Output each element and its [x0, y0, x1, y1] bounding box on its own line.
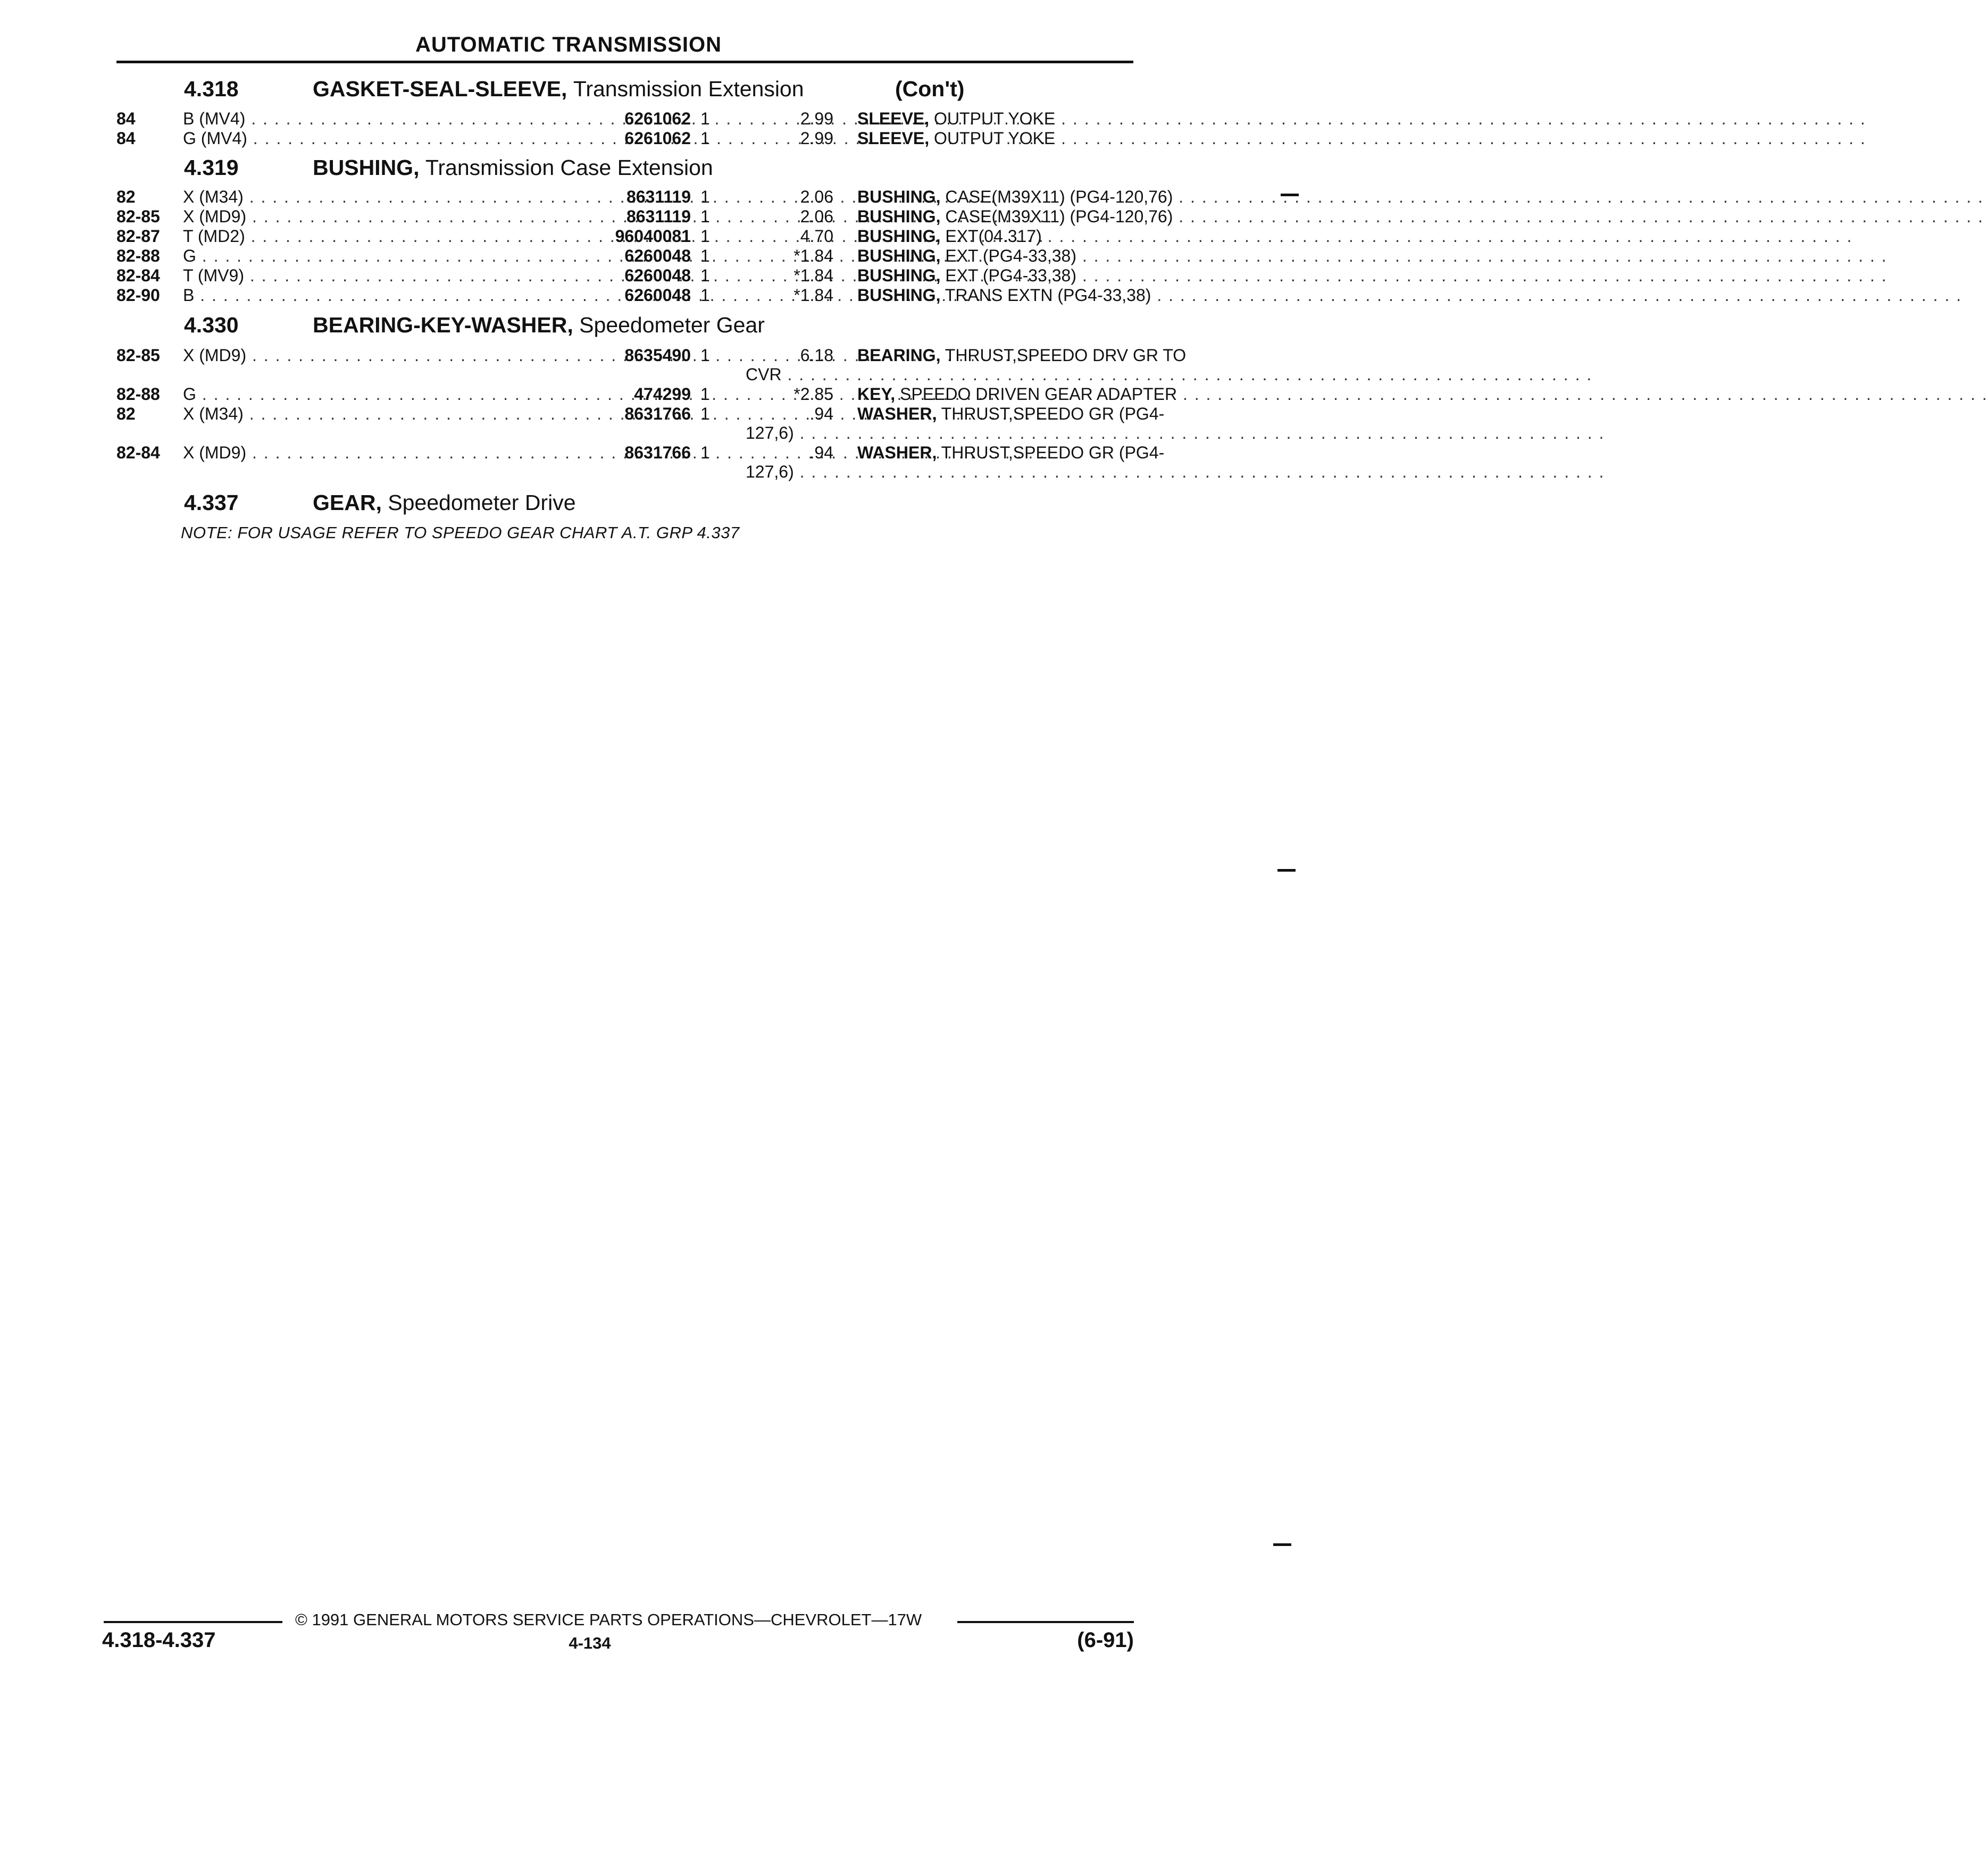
row-part-number: 8631766 — [624, 404, 691, 423]
row-description — [857, 109, 1133, 128]
table-row — [116, 443, 1165, 462]
row-quantity: 1 — [700, 286, 710, 305]
group-title-bold: GASKET-SEAL-SLEEVE, — [313, 77, 567, 101]
row-part-number: 8631766 — [624, 443, 691, 462]
row-description-text: THRUST,SPEEDO DRV GR TO — [945, 346, 1187, 365]
row-description-text: THRUST,SPEEDO GR (PG4- — [941, 404, 1165, 423]
table-row — [116, 266, 1133, 285]
row-description-keyword: KEY, — [857, 385, 896, 404]
footer-group-range: 4.318-4.337 — [102, 1628, 216, 1652]
row-description — [857, 404, 1165, 423]
group-title-rest: Speedometer Gear — [579, 313, 765, 337]
row-price: 2.06 — [800, 187, 833, 206]
row-description-keyword: BUSHING, — [857, 286, 941, 305]
row-years: 82-88 — [116, 385, 160, 404]
row-description — [857, 207, 1173, 226]
row-part-number: 8631119 — [626, 187, 691, 206]
row-description-text: SPEEDO DRIVEN GEAR ADAPTER . . . — [900, 385, 1988, 404]
row-description-text: OUTPUT YOKE . . . — [934, 129, 1866, 148]
row-description-keyword: BUSHING, — [857, 246, 941, 265]
group-title-bold: BUSHING, — [313, 155, 420, 180]
row-part-number: 8631119 — [626, 207, 691, 226]
footer-rule-left — [104, 1621, 282, 1623]
table-row — [116, 286, 1151, 305]
margin-mark — [1281, 194, 1299, 196]
row-price: 6.18 — [800, 346, 833, 365]
row-years: 82 — [116, 404, 136, 423]
row-years: 84 — [116, 129, 136, 148]
row-years: 84 — [116, 109, 136, 128]
group-title — [313, 77, 804, 102]
margin-mark — [1273, 1543, 1291, 1546]
row-description-continuation: CVR . . . — [746, 365, 1133, 384]
footer-page-number: 4-134 — [569, 1634, 611, 1652]
row-usage: X (MD9) . . . — [183, 207, 390, 226]
row-price: 4.70 — [800, 227, 833, 246]
row-quantity: 1 — [700, 266, 710, 285]
row-price: 2.99 — [800, 109, 833, 128]
row-description-text: OUTPUT YOKE . . . — [934, 109, 1866, 128]
row-description-continuation: 127,6) . . . — [746, 462, 1133, 481]
footer-rule-right — [957, 1621, 1134, 1623]
row-price: *2.85 — [793, 385, 833, 404]
row-quantity: 1 — [700, 443, 710, 462]
row-description-keyword: BUSHING, — [857, 227, 941, 246]
row-price: *1.84 — [793, 246, 833, 265]
row-price: 2.99 — [800, 129, 833, 148]
row-quantity: 1 — [700, 246, 710, 265]
group-title — [313, 155, 713, 180]
row-part-number: 6260048 — [624, 286, 691, 305]
row-usage: X (M34) . . . — [183, 404, 390, 423]
table-row — [116, 187, 1173, 206]
row-description-keyword: WASHER, — [857, 443, 937, 462]
row-price: *1.84 — [793, 266, 833, 285]
row-description — [857, 187, 1173, 206]
row-quantity: 1 — [700, 404, 710, 423]
row-usage: B . . . — [183, 286, 390, 305]
group-number: 4.319 — [184, 155, 239, 180]
row-part-number: 474299 — [634, 385, 691, 404]
page-title: AUTOMATIC TRANSMISSION — [415, 33, 722, 56]
row-part-number: 6261062 — [624, 109, 691, 128]
row-quantity: 1 — [700, 227, 710, 246]
table-row — [116, 346, 1187, 365]
row-usage: T (MD2) . . . — [183, 227, 390, 246]
row-description-text: EXT (PG4-33,38) . . . — [945, 266, 1887, 285]
row-description — [857, 346, 1187, 365]
row-price: .94 — [809, 404, 833, 423]
group-title-bold: GEAR, — [313, 490, 382, 515]
usage-note: NOTE: FOR USAGE REFER TO SPEEDO GEAR CHART A.T. GRP 4.337 — [181, 523, 740, 542]
table-row — [116, 129, 1133, 148]
row-usage: G . . . — [183, 246, 390, 265]
group-title-rest: Transmission Case Extension — [425, 155, 713, 180]
row-description-keyword: BUSHING, — [857, 187, 941, 206]
row-description — [857, 385, 1177, 404]
footer-copyright: © 1991 GENERAL MOTORS SERVICE PARTS OPERATIONS—CHEVROLET—17W — [295, 1610, 922, 1629]
row-usage: X (MD9) . . . — [183, 346, 390, 365]
row-description-text: EXT(04.317) . . . — [945, 227, 1852, 246]
row-description-text: THRUST,SPEEDO GR (PG4- — [941, 443, 1165, 462]
row-description-text: TRANS EXTN (PG4-33,38) . . . — [945, 286, 1962, 305]
row-years: 82-84 — [116, 443, 160, 462]
row-description-text: CASE(M39X11) (PG4-120,76) . . . — [945, 187, 1984, 206]
row-quantity: 1 — [700, 109, 710, 128]
group-title-bold: BEARING-KEY-WASHER, — [313, 313, 573, 337]
row-description-keyword: SLEEVE, — [857, 129, 930, 148]
row-part-number: 8635490 — [624, 346, 691, 365]
table-row — [116, 109, 1133, 128]
row-description-keyword: BUSHING, — [857, 207, 941, 226]
row-description-keyword: SLEEVE, — [857, 109, 930, 128]
group-title — [313, 313, 765, 338]
row-description — [857, 266, 1133, 285]
row-price: *1.84 — [793, 286, 833, 305]
margin-mark — [1277, 869, 1296, 872]
table-row — [116, 404, 1165, 423]
table-row — [116, 385, 1177, 404]
row-part-number: 96040081 — [615, 227, 691, 246]
row-quantity: 1 — [700, 187, 710, 206]
row-description — [857, 443, 1165, 462]
row-description — [857, 286, 1151, 305]
row-years: 82-85 — [116, 207, 160, 226]
table-row — [116, 207, 1173, 226]
group-number: 4.337 — [184, 490, 239, 515]
row-part-number: 6261062 — [624, 129, 691, 148]
header-rule — [116, 61, 1133, 63]
row-years: 82 — [116, 187, 136, 206]
row-description — [857, 227, 1133, 246]
row-years: 82-90 — [116, 286, 160, 305]
row-usage: X (MD9) . . . — [183, 443, 390, 462]
row-description-keyword: WASHER, — [857, 404, 937, 423]
row-usage: G . . . — [183, 385, 390, 404]
row-price: 2.06 — [800, 207, 833, 226]
row-usage: G (MV4) . . . — [183, 129, 390, 148]
group-continued: (Con't) — [895, 77, 965, 101]
row-years: 82-88 — [116, 246, 160, 265]
row-quantity: 1 — [700, 207, 710, 226]
row-quantity: 1 — [700, 385, 710, 404]
row-part-number: 6260048 — [624, 246, 691, 265]
row-usage: X (M34) . . . — [183, 187, 390, 206]
row-price: .94 — [809, 443, 833, 462]
row-description-continuation: 127,6) . . . — [746, 423, 1133, 442]
row-quantity: 1 — [700, 346, 710, 365]
group-number: 4.318 — [184, 77, 239, 101]
row-usage: T (MV9) . . . — [183, 266, 390, 285]
row-usage: B (MV4) . . . — [183, 109, 390, 128]
row-years: 82-87 — [116, 227, 160, 246]
group-title — [313, 490, 576, 515]
table-row — [116, 246, 1133, 265]
row-quantity: 1 — [700, 129, 710, 148]
row-description — [857, 129, 1133, 148]
row-years: 82-85 — [116, 346, 160, 365]
table-row — [116, 227, 1133, 246]
row-description-text: EXT (PG4-33,38) . . . — [945, 246, 1887, 265]
group-title-rest: Transmission Extension — [573, 77, 804, 101]
footer-date: (6-91) — [1077, 1628, 1134, 1652]
group-number: 4.330 — [184, 313, 239, 337]
row-description-text: CASE(M39X11) (PG4-120,76) . . . — [945, 207, 1984, 226]
row-years: 82-84 — [116, 266, 160, 285]
row-description — [857, 246, 1133, 265]
row-description-keyword: BUSHING, — [857, 266, 941, 285]
row-part-number: 6260048 — [624, 266, 691, 285]
group-title-rest: Speedometer Drive — [388, 490, 576, 515]
row-description-keyword: BEARING, — [857, 346, 941, 365]
